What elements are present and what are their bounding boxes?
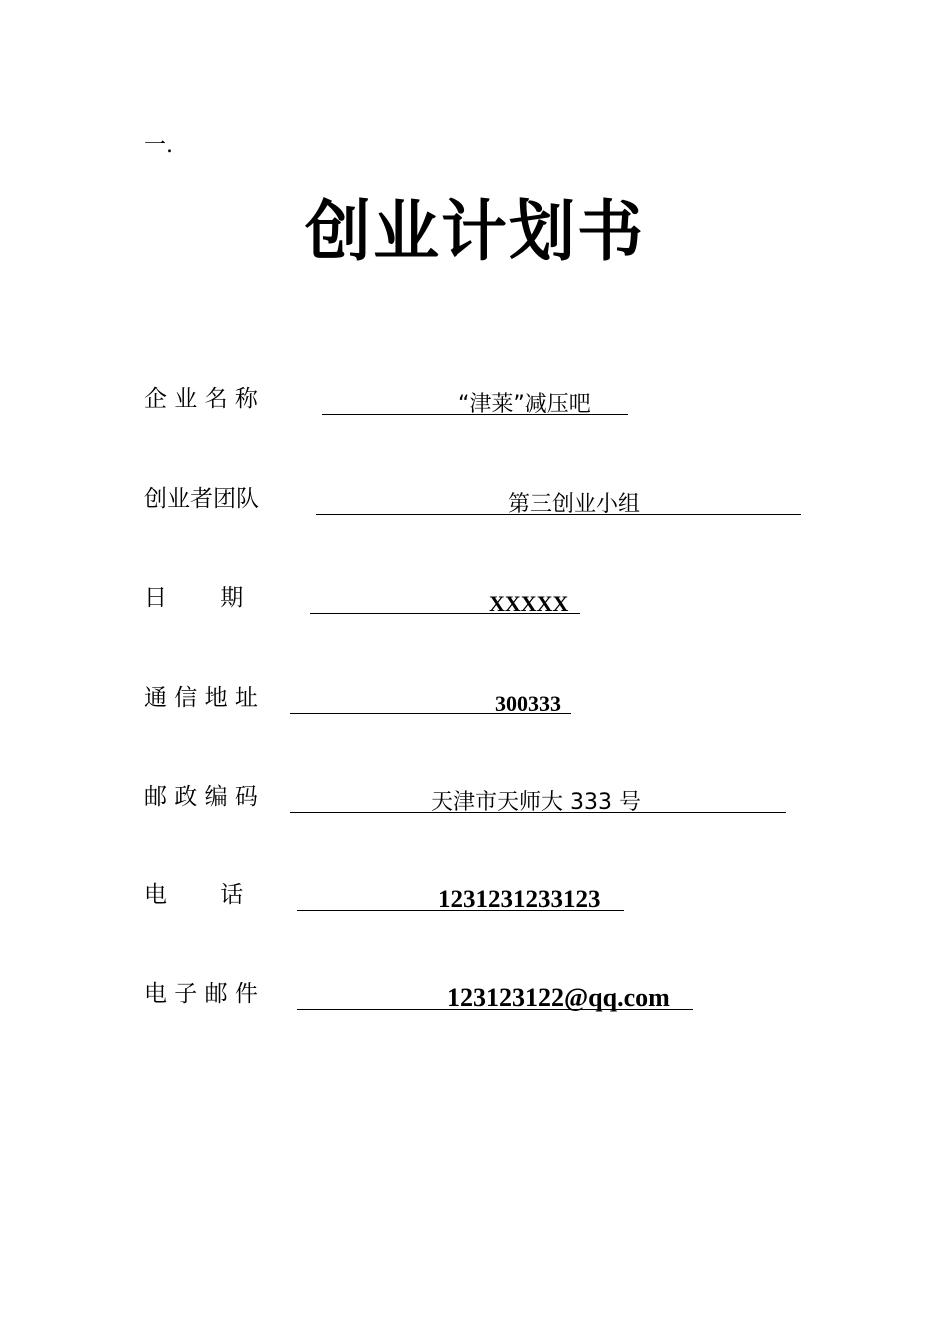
team-label: 创业者团队 xyxy=(144,486,259,512)
phone-field xyxy=(297,876,624,911)
address-field xyxy=(290,679,571,714)
email-label: 电 子 邮 件 xyxy=(144,981,258,1007)
address-label: 通 信 地 址 xyxy=(144,685,258,711)
postcode-value: 天津市天师大 333 号 xyxy=(431,790,641,815)
email-row xyxy=(144,975,744,1015)
section-number: 一. xyxy=(144,133,173,158)
phone-row xyxy=(144,876,744,916)
date-row xyxy=(144,579,744,619)
enterprise-name-row xyxy=(144,380,744,420)
team-field xyxy=(316,480,801,515)
document-title: 创业计划书 xyxy=(305,193,645,270)
enterprise-name-field xyxy=(322,380,628,415)
phone-value: 1231231233123 xyxy=(438,886,601,913)
enterprise-name-label: 企 业 名 称 xyxy=(144,386,258,412)
phone-label: 电 话 xyxy=(144,882,244,908)
address-row xyxy=(144,679,744,719)
date-field xyxy=(310,579,580,614)
email-value: 123123122@qq.com xyxy=(447,983,670,1012)
email-field xyxy=(297,975,693,1010)
postcode-field xyxy=(290,778,786,813)
team-row xyxy=(144,480,824,520)
postcode-label: 邮 政 编 码 xyxy=(144,784,258,810)
postcode-row xyxy=(144,778,824,818)
team-value: 第三创业小组 xyxy=(508,492,641,517)
date-label: 日 期 xyxy=(144,585,244,611)
date-value: XXXXX xyxy=(489,591,569,616)
address-value: 300333 xyxy=(495,691,561,716)
enterprise-name-value: “津莱”减压吧 xyxy=(458,392,591,417)
